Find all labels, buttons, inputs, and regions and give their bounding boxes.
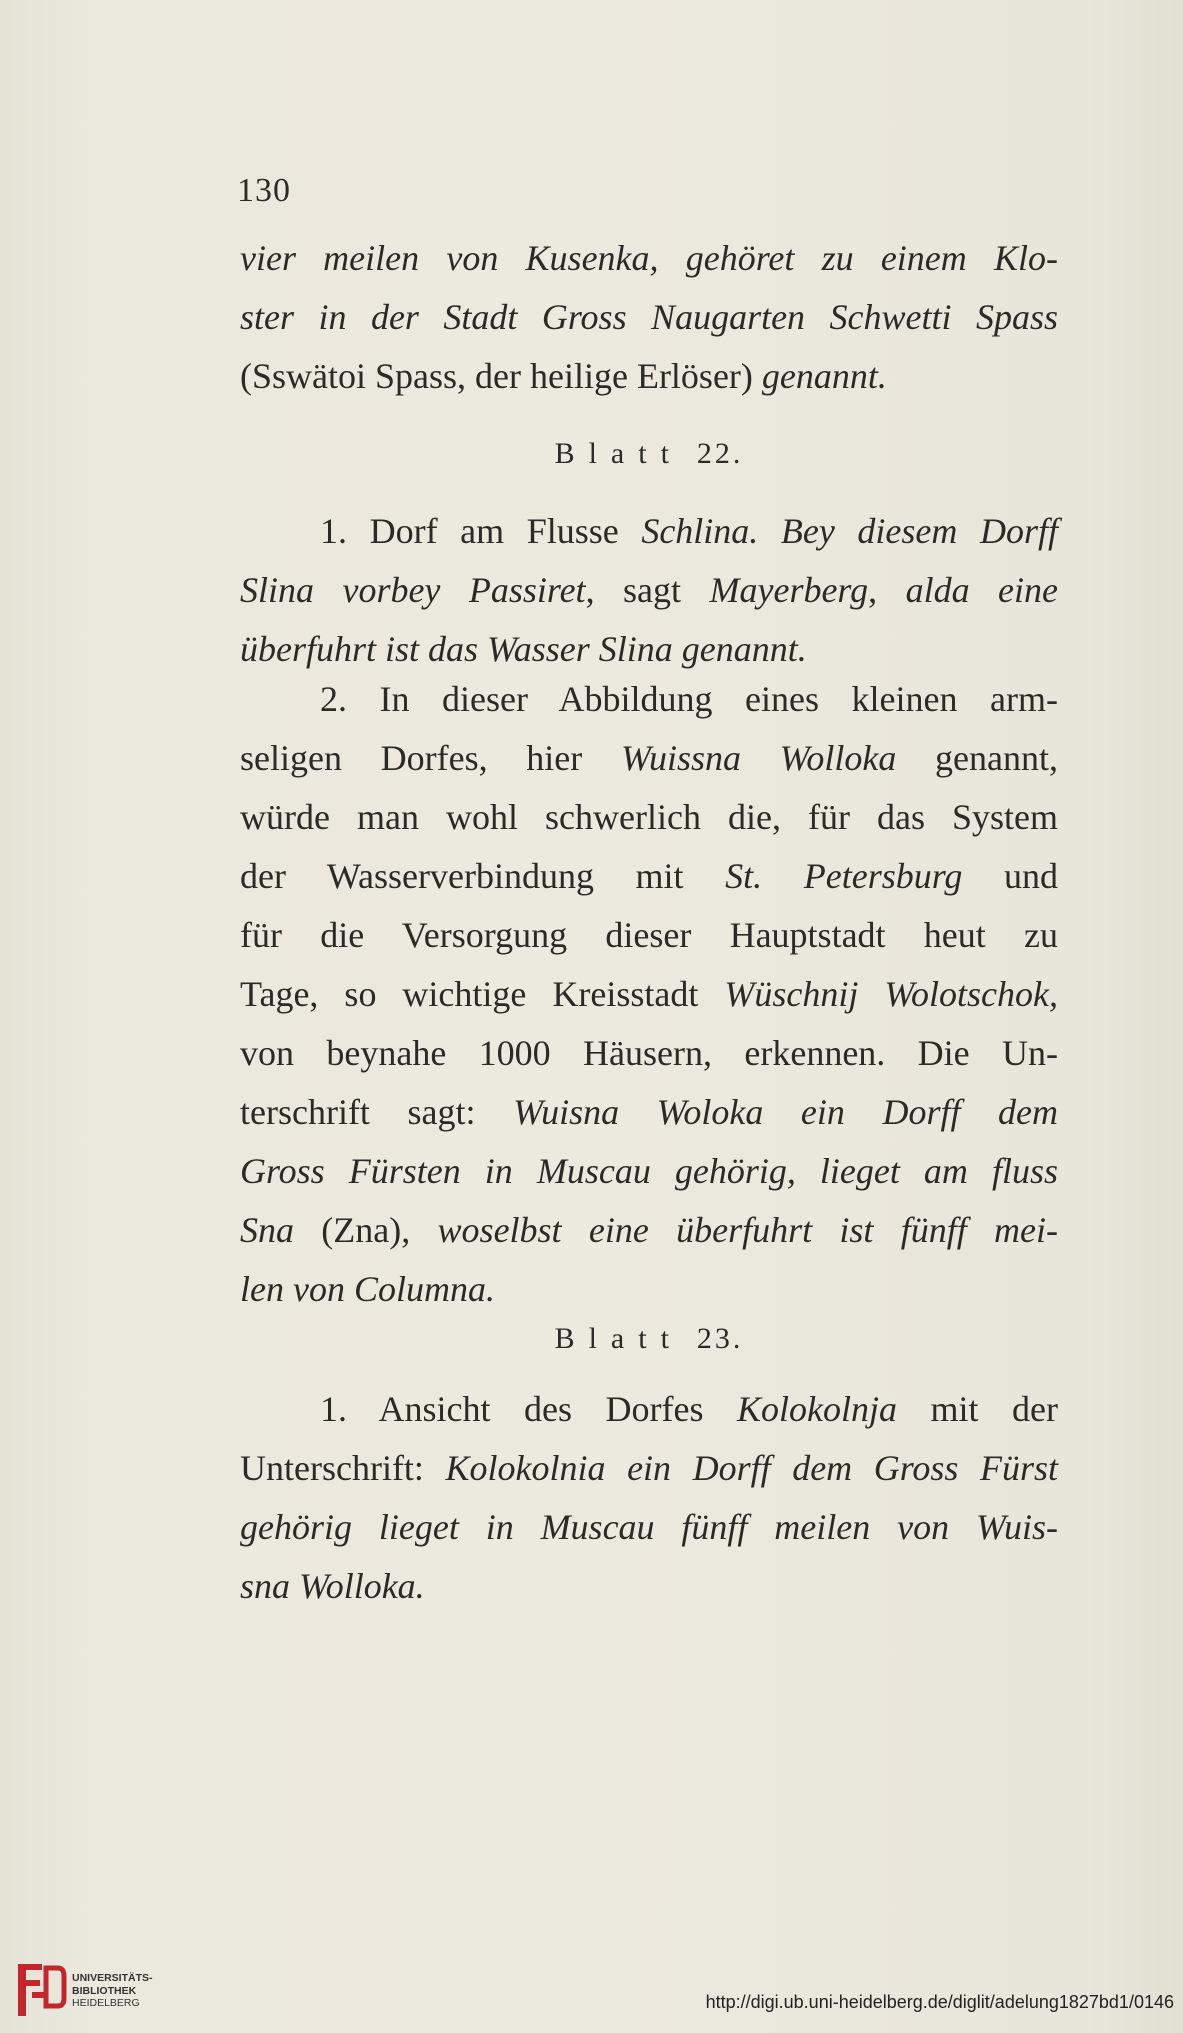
source-url-link[interactable]: http://digi.ub.uni-heidelberg.de/diglit/adelung1827bd1/0146: [705, 1992, 1174, 2012]
paragraph-intro: [240, 229, 1058, 406]
text-line: [240, 1201, 1058, 1260]
text-line: [240, 1142, 1058, 1201]
text-segment: (Sswätoi Spass, der heilige Erlöser): [240, 356, 762, 396]
text-line: [240, 288, 1058, 347]
italic-text-segment: St. Petersburg: [725, 856, 963, 896]
text-line: [240, 1439, 1058, 1498]
text-segment: 1. Dorf am Flusse: [320, 511, 642, 551]
text-line: [240, 670, 1058, 729]
italic-text-segment: alda eine: [905, 570, 1059, 610]
text-line: [240, 729, 1058, 788]
text-segment: terschrift sagt:: [240, 1092, 514, 1132]
section-heading-blatt-22: [240, 437, 1058, 471]
text-segment: (Zna),: [294, 1210, 438, 1250]
text-segment: Unterschrift:: [240, 1448, 446, 1488]
italic-text-segment: Mayerberg: [709, 570, 869, 610]
text-segment: mit der: [897, 1389, 1058, 1429]
italic-text-segment: ster in der Stadt Gross Naugarten Schwetti Spass: [240, 297, 1058, 337]
text-segment: 2. In dieser Abbildung eines kleinen arm-: [320, 679, 1058, 719]
italic-text-segment: Slina vorbey Passiret: [240, 570, 586, 610]
text-line: [240, 1380, 1058, 1439]
section-heading-blatt-23: [240, 1322, 1058, 1356]
text-line: [240, 906, 1058, 965]
italic-text-segment: woselbst eine überfuhrt ist fünff mei-: [437, 1210, 1058, 1250]
paragraph-blatt-22-item-2: [240, 670, 1058, 1319]
italic-text-segment: Wüschnij Wolotschok,: [724, 974, 1059, 1014]
text-line: [240, 1024, 1058, 1083]
heading-label: Blatt: [554, 437, 683, 470]
italic-text-segment: len von Columna.: [240, 1269, 495, 1309]
text-segment: genannt,: [896, 738, 1058, 778]
italic-text-segment: Sna: [240, 1210, 294, 1250]
heading-number: 22.: [696, 437, 744, 470]
text-segment: Tage, so wichtige Kreisstadt: [240, 974, 725, 1014]
italic-text-segment: Schlina. Bey diesem Dorff: [641, 511, 1058, 551]
text-segment: 1. Ansicht des Dorfes: [320, 1389, 737, 1429]
library-name: [72, 1972, 153, 2010]
heading-number: 23.: [696, 1322, 744, 1355]
library-logo[interactable]: [12, 1958, 162, 2022]
paragraph-blatt-22-item-1: [240, 502, 1058, 679]
text-segment: von beynahe 1000 Häusern, erkennen. Die Un-: [240, 1033, 1058, 1073]
ub-heidelberg-logo-icon: [12, 1958, 68, 2022]
italic-text-segment: überfuhrt ist das Wasser Slina genannt.: [240, 629, 807, 669]
text-segment: und: [962, 856, 1059, 896]
page-number: 130: [237, 172, 291, 209]
text-line: [240, 502, 1058, 561]
italic-text-segment: sna Wolloka.: [240, 1566, 425, 1606]
text-line: [240, 1498, 1058, 1557]
text-segment: ,: [868, 570, 906, 610]
library-line-3: HEIDELBERG: [72, 1997, 140, 2009]
text-line: [240, 847, 1058, 906]
text-line: [240, 965, 1058, 1024]
italic-text-segment: Kolokolnia ein Dorff dem Gross Fürst: [445, 1448, 1059, 1488]
italic-text-segment: gehörig lieget in Muscau fünff meilen von Wuis-: [240, 1507, 1058, 1547]
text-segment: für die Versorgung dieser Hauptstadt heut zu: [240, 915, 1058, 955]
italic-text-segment: Gross Fürsten in Muscau gehörig, lieget am fluss: [240, 1151, 1058, 1191]
heading-label: Blatt: [554, 1322, 683, 1355]
italic-text-segment: Kolokolnja: [737, 1389, 897, 1429]
italic-text-segment: vier meilen von Kusenka, gehöret zu einem Klo-: [240, 238, 1058, 278]
text-segment: der Wasserverbindung mit: [240, 856, 726, 896]
italic-text-segment: genannt.: [761, 356, 887, 396]
text-segment: seligen Dorfes, hier: [240, 738, 621, 778]
italic-text-segment: Wuisna Woloka ein Dorff dem: [513, 1092, 1058, 1132]
library-line-2: BIBLIOTHEK: [72, 1984, 137, 1997]
text-line: [240, 561, 1058, 620]
text-line: [240, 1260, 1058, 1319]
paragraph-blatt-23-item-1: [240, 1380, 1058, 1616]
text-segment: , sagt: [585, 570, 710, 610]
text-line: [240, 229, 1058, 288]
text-line: [240, 347, 1058, 406]
text-line: [240, 1083, 1058, 1142]
text-line: [240, 1557, 1058, 1616]
text-line: [240, 788, 1058, 847]
italic-text-segment: Wuissna Wolloka: [620, 738, 897, 778]
text-segment: würde man wohl schwerlich die, für das System: [240, 797, 1058, 837]
library-line-1: UNIVERSITÄTS-: [72, 1972, 153, 1984]
